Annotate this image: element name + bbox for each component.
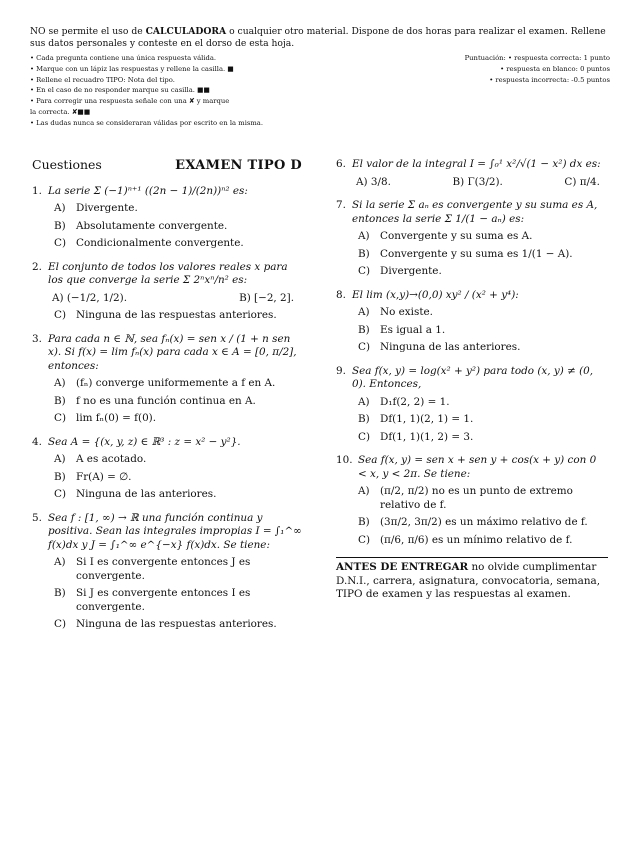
rule-item: la correcta. ✘■■ bbox=[30, 107, 91, 116]
question-text: Sea A = {(x, y, z) ∈ ℝ³ : z = x² − y²}. bbox=[48, 435, 241, 448]
option-a[interactable]: A) D₁f(2, 2) = 1. bbox=[358, 395, 450, 408]
option-b[interactable]: B) Es igual a 1. bbox=[358, 323, 446, 336]
question-text: El valor de la integral I = ∫₀¹ x²/√(1 − x²) dx es: bbox=[352, 158, 601, 170]
option-b[interactable]: B) Γ(3/2). bbox=[452, 175, 503, 188]
option-b[interactable]: B) Convergente y su suma es 1/(1 − A). bbox=[358, 247, 573, 260]
option-c[interactable]: C) Condicionalmente convergente. bbox=[54, 237, 244, 249]
question-9: 9. Sea f(x, y) = log(x² + y²) para todo (x, y) ≠ (0, 0). Entonces, A) D₁f(2, 2) = 1. B) Df(1, 1)(2, 1) = 1. C) Df(1, 1)(1, 2) = 3. bbox=[336, 365, 608, 445]
option-c[interactable]: C) lim fₙ(0) = f(0). bbox=[54, 412, 157, 424]
option-a[interactable]: A) Divergente. bbox=[54, 202, 138, 214]
inline-options bbox=[356, 176, 600, 190]
question-text: El conjunto de todos los valores reales x para los que converge la serie Σ 2ⁿxⁿ/n² es: bbox=[48, 260, 288, 286]
question-text: Si la serie Σ aₙ es convergente y su suma es A, entonces la serie Σ 1/(1 − aₙ) es: bbox=[352, 199, 598, 225]
section-title: Cuestiones bbox=[32, 157, 102, 172]
option-a[interactable]: A) Si I es convergente entonces J es convergente. bbox=[54, 556, 251, 582]
instructions-list bbox=[30, 53, 610, 129]
option-b[interactable]: B) Df(1, 1)(2, 1) = 1. bbox=[358, 413, 474, 425]
question-text: Sea f(x, y) = log(x² + y²) para todo (x, y) ≠ (0, 0). Entonces, bbox=[352, 364, 594, 390]
option-a[interactable]: A) (π/2, π/2) no es un punto de extremo relativo de f. bbox=[358, 485, 573, 511]
question-2: 2. El conjunto de todos los valores reales x para los que converge la serie Σ 2ⁿxⁿ/n² es: A) (−1/2, 1/2). B) [−2, 2]. C) Ninguna de las respuestas anteriores. bbox=[32, 261, 302, 323]
scoring-legend: Puntuación: • respuesta correcta: 1 punto • respuesta en blanco: 0 puntos • respuesta incorrecta: -0.5 puntos bbox=[464, 54, 610, 84]
rule-item: • Rellene el recuadro TIPO: Nota del tipo. bbox=[30, 75, 175, 84]
inline-options bbox=[52, 292, 294, 306]
question-text: Sea f(x, y) = sen x + sen y + cos(x + y) con 0 < x, y < 2π. Se tiene: bbox=[358, 454, 597, 480]
option-c[interactable]: C) Ninguna de las respuestas anteriores. bbox=[54, 618, 277, 630]
question-8: 8. El lim (x,y)→(0,0) xy² / (x² + y⁴): A) No existe. B) Es igual a 1. C) Ninguna de las anteriores. bbox=[336, 289, 608, 355]
option-a[interactable]: A) (−1/2, 1/2). bbox=[52, 291, 128, 304]
rule-item: • Cada pregunta contiene una única respuesta válida. bbox=[30, 54, 217, 62]
option-c[interactable]: C) Divergente. bbox=[358, 265, 442, 277]
question-text: Sea f : [1, ∞) → ℝ una función continua y positiva. Sean las integrales impropias I = ∫₁^∞ f(x)dx y J = ∫₁^∞ e^{−x} f(x)dx. Se tiene: bbox=[48, 511, 302, 551]
rule-item: • Marque con un lápiz las respuestas y rellene la casilla. ■ bbox=[30, 64, 234, 73]
rule-item: • En el caso de no responder marque su casilla. ■■ bbox=[30, 86, 210, 95]
rule-item: • Las dudas nunca se consideraran válidas por escrito en la misma. bbox=[30, 118, 264, 127]
exam-title: EXAMEN TIPO D bbox=[175, 158, 302, 173]
option-a[interactable]: A) No existe. bbox=[358, 306, 433, 318]
option-c[interactable]: C) Ninguna de las anteriores. bbox=[358, 341, 521, 353]
option-c[interactable]: C) (π/6, π/6) es un mínimo relativo de f. bbox=[358, 533, 573, 546]
option-a[interactable]: A) A es acotado. bbox=[54, 453, 147, 465]
question-5: 5. Sea f : [1, ∞) → ℝ una función continua y positiva. Sean las integrales impropias I = ∫₁^∞ f(x)dx y J = ∫₁^∞ e^{−x} f(x)dx. Se tiene: A) Si I es convergente entonces J es convergente. B) Si J es convergente entonces I es convergente. C) Ninguna de las respuestas anteriores. bbox=[32, 511, 302, 630]
question-text: La serie Σ (−1)ⁿ⁺¹ ((2n − 1)/(2n))ⁿ² es: bbox=[48, 184, 248, 197]
question-text: Para cada n ∈ ℕ, sea fₙ(x) = sen x / (1 + n sen x). Si f(x) = lim fₙ(x) para cada x ∈ A = [0, π/2], entonces: bbox=[48, 332, 297, 372]
option-b[interactable]: B) [−2, 2]. bbox=[239, 291, 294, 304]
title-row bbox=[32, 158, 302, 173]
question-6: 6. El valor de la integral I = ∫₀¹ x²/√(1 − x²) dx es: A) 3/8. B) Γ(3/2). C) π/4. bbox=[336, 158, 608, 189]
question-text: El lim (x,y)→(0,0) xy² / (x² + y⁴): bbox=[352, 288, 519, 301]
left-column bbox=[32, 158, 302, 642]
option-a[interactable]: A) Convergente y su suma es A. bbox=[358, 230, 533, 242]
option-a[interactable]: A) (fₙ) converge uniformemente a f en A. bbox=[54, 377, 276, 389]
question-1: 1. La serie Σ (−1)ⁿ⁺¹ ((2n − 1)/(2n))ⁿ² es: A) Divergente. B) Absolutamente convergente. C) Condicionalmente convergente. bbox=[32, 185, 302, 251]
option-b[interactable]: B) f no es una función continua en A. bbox=[54, 394, 256, 407]
option-b[interactable]: B) Fr(A) = ∅. bbox=[54, 470, 132, 483]
option-a[interactable]: A) 3/8. bbox=[356, 175, 391, 188]
question-10: 10. Sea f(x, y) = sen x + sen y + cos(x + y) con 0 < x, y < 2π. Se tiene: A) (π/2, π/2) no es un punto de extremo relativo de f. B) (3π/2, 3π/2) es un máximo relativo de f. C) (π/6, π/6) es un mínimo relativo de f. bbox=[336, 454, 608, 547]
option-c[interactable]: C) π/4. bbox=[564, 175, 600, 188]
intro-paragraph: NO se permite el uso de CALCULADORA o cualquier otro material. Dispone de dos horas para realizar el examen. Rellene sus datos personales y conteste en el dorso de esta hoja. bbox=[30, 26, 606, 49]
option-b[interactable]: B) (3π/2, 3π/2) es un máximo relativo de f. bbox=[358, 516, 588, 528]
submission-note: ANTES DE ENTREGAR no olvide cumplimentar D.N.I., carrera, asignatura, convocatoria, semana, TIPO de examen y las respuestas al examen. bbox=[336, 557, 608, 602]
question-3: 3. Para cada n ∈ ℕ, sea fₙ(x) = sen x / (1 + n sen x). Si f(x) = lim fₙ(x) para cada x ∈ A = [0, π/2], entonces: A) (fₙ) converge uniformemente a f en A. B) f no es una función continua en A. C) lim fₙ(0) = f(0). bbox=[32, 333, 302, 426]
option-c[interactable]: C) Ninguna de las anteriores. bbox=[54, 488, 217, 500]
question-4: 4. Sea A = {(x, y, z) ∈ ℝ³ : z = x² − y²}. A) A es acotado. B) Fr(A) = ∅. C) Ninguna de las anteriores. bbox=[32, 436, 302, 502]
exam-header bbox=[30, 26, 610, 129]
option-c[interactable]: C) Ninguna de las respuestas anteriores. bbox=[54, 309, 277, 321]
question-7: 7. Si la serie Σ aₙ es convergente y su suma es A, entonces la serie Σ 1/(1 − aₙ) es: A) Convergente y su suma es A. B) Convergente y su suma es 1/(1 − A). C) Divergente. bbox=[336, 199, 608, 279]
option-b[interactable]: B) Absolutamente convergente. bbox=[54, 219, 228, 232]
rule-item: • Para corregir una respuesta señale con una ✘ y marque bbox=[30, 97, 230, 106]
right-column bbox=[336, 158, 608, 602]
option-b[interactable]: B) Si J es convergente entonces I es convergente. bbox=[54, 587, 251, 613]
option-c[interactable]: C) Df(1, 1)(1, 2) = 3. bbox=[358, 430, 474, 443]
